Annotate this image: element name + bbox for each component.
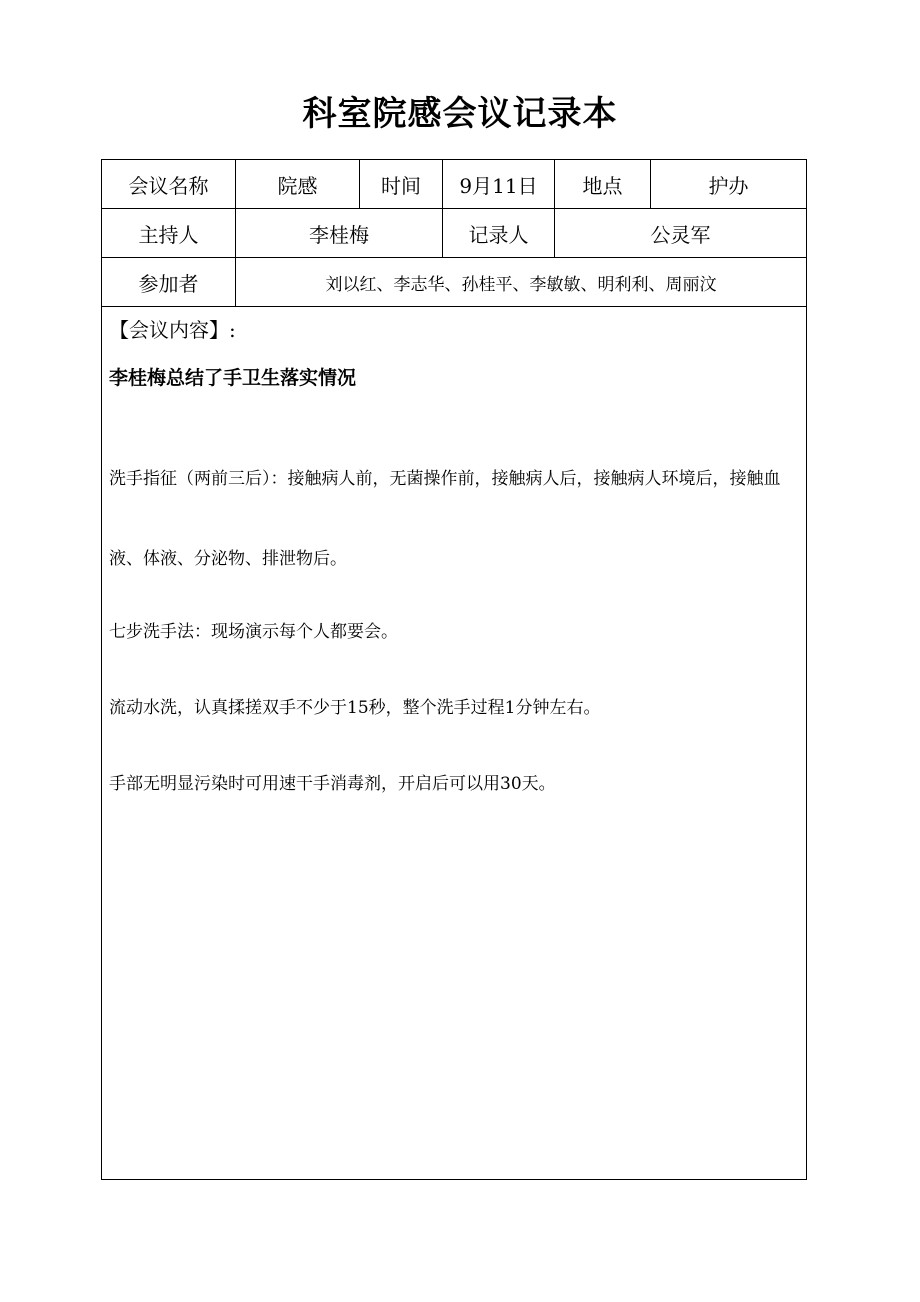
content-paragraph: 七步洗手法：现场演示每个人都要会。 [109,622,398,642]
content-heading: 【会议内容】: [109,318,236,342]
meeting-info-row [102,160,807,209]
host-value: 李桂梅 [236,209,443,258]
summary-title: 李桂梅总结了手卫生落实情况 [109,367,357,389]
place-value: 护办 [651,160,807,209]
attendees-value: 刘以红、李志华、孙桂平、李敏敏、明利利、周丽汶 [236,258,807,307]
attendees-label: 参加者 [102,258,236,307]
time-value: 9月11日 [443,160,555,209]
attendees-row [102,258,807,307]
content-paragraph: 流动水洗，认真揉搓双手不少于15秒，整个洗手过程1分钟左右。 [109,698,601,718]
meeting-name-label: 会议名称 [102,160,236,209]
meeting-record-table [101,159,807,1180]
content-paragraph: 手部无明显污染时可用速干手消毒剂，开启后可以用30天。 [109,774,556,794]
host-row [102,209,807,258]
meeting-content-cell [102,307,807,1180]
document-title: 科室院感会议记录本 [302,94,618,134]
host-label: 主持人 [102,209,236,258]
time-label: 时间 [360,160,443,209]
recorder-value: 公灵军 [555,209,807,258]
content-paragraph: 洗手指征（两前三后）：接触病人前，无菌操作前，接触病人后，接触病人环境后，接触血液、体液、分泌物、排泄物后。 [109,469,781,569]
content-row [102,307,807,1180]
place-label: 地点 [555,160,651,209]
recorder-label: 记录人 [443,209,555,258]
meeting-name-value: 院感 [236,160,360,209]
